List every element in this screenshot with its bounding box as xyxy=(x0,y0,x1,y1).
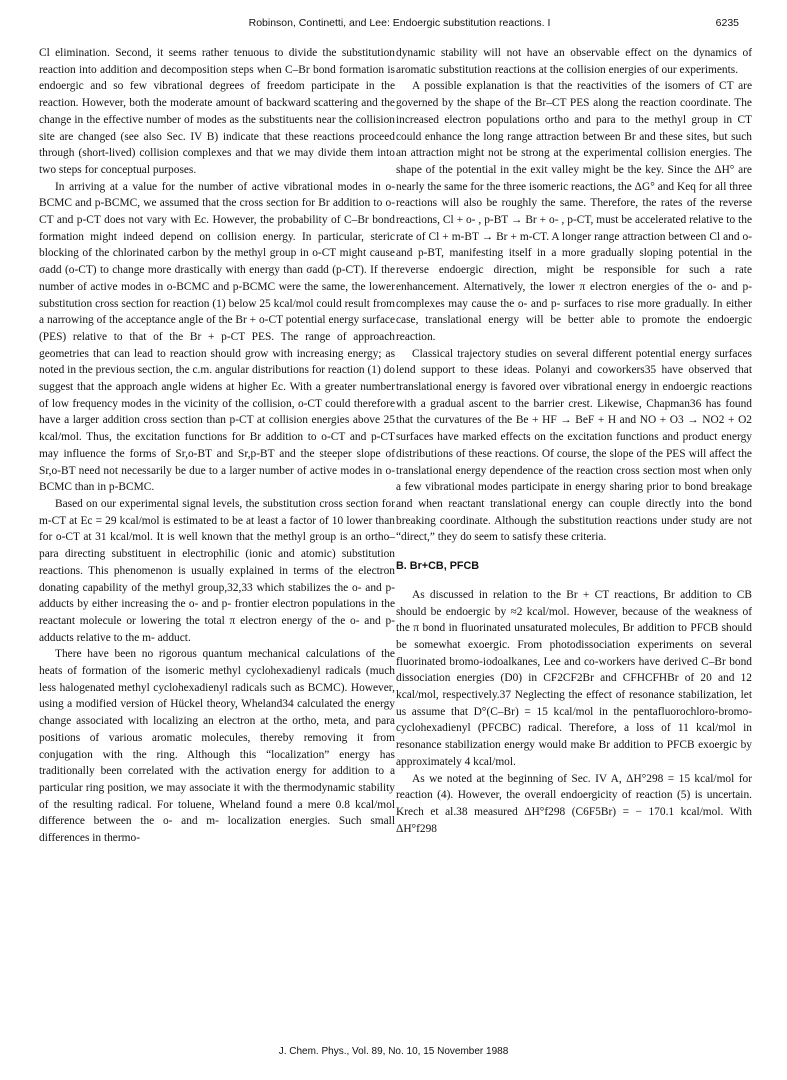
running-header xyxy=(60,17,739,33)
page-number: 6235 xyxy=(715,17,739,29)
running-title: Robinson, Continetti, and Lee: Endoergic substitution reactions. I xyxy=(248,17,551,29)
paragraph: Cl elimination. Second, it seems rather tenuous to divide the substitution reaction into addition and decomposition steps when C–Br bond formation is endoergic and so few vibrational degrees of freedom participate in the reaction. However, both the moderate amount of backward scattering and the change in the effective number of modes as the substituents near the collision site are changed (see also Sec. IV B) indicate that these reactions proceed through (short-lived) collision complexes and that we may divide them into two steps for conceptual purposes. xyxy=(39,47,395,176)
journal-citation: J. Chem. Phys., Vol. 89, No. 10, 15 November 1988 xyxy=(278,1046,509,1057)
paragraph: As we noted at the beginning of Sec. IV A, ΔH°298 = 15 kcal/mol for reaction (4). However, the overall endoergicity of reaction (5) is uncertain. Krech et al.38 measured ΔH°f298 (C6F5Br) = − 170.1 kcal/mol. With ΔH°f298 xyxy=(396,772,752,835)
paragraph: As discussed in relation to the Br + CT reactions, Br addition to CB should be endoergic by ≈2 kcal/mol. However, because of the weakness of the π bond in fluorinated unsaturated molecules, Br addition to PFCB should be somewhat exoergic. From photodissociation experiments on several fluorinated bromo-iodoalkanes, Lee and co-workers have derived C–Br bond dissociation energies (D0) in CF2CF2Br and CFHCFHBr of 20 and 12 kcal/mol, respectively.37 Neglecting the effect of resonance stabilization, let us assume that D°(C–Br) = 15 kcal/mol in the pentafluorochloro-bromo-cyclohexadienyl (PFCBC) radical. Therefore, a loss of 11 kcal/mol in resonance stabilization energy would make Br addition to PFCB exoergic by approximately 4 kcal/mol. xyxy=(396,588,752,768)
paragraph: dynamic stability will not have an observable effect on the dynamics of aromatic substitution reactions at the collision energies of our experiments. xyxy=(396,47,752,76)
paragraph: In arriving at a value for the number of active vibrational modes in o-BCMC and p-BCMC, we assumed that the cross section for Br addition to o-CT and p-CT does not vary with Ec. However, the probability of C–Br bond formation might indeed depend on collision energy. In particular, steric blocking of the chlorinated carbon by the methyl group in o-CT might cause σadd (o-CT) to change more drastically with energy than σadd (p-CT). If the number of active modes in o-BCMC and p-BCMC were the same, the lower substitution cross section for reaction (1) below 25 kcal/mol could result from a narrowing of the acceptance angle of the Br + o-CT potential energy surface (PES) relative to that of the Br + p-CT PES. The range of approach geometries that can lead to reaction should grow with increasing energy; as noted in the previous section, the c.m. angular distributions for reaction (1) do suggest that the approach angle widens at higher Ec. With a greater number of low frequency modes in the vicinity of the collision, o-CT could therefore have a larger addition cross section than p-CT at collision energies above 25 kcal/mol. Thus, the excitation functions for Br addition to o-CT and p-CT may influence the forms of Sr,o-BT and Sr,p-BT and the steeper slope of Sr,o-BT need not necessarily be due to a larger number of active modes in o-BCMC than in p-BCMC. xyxy=(39,180,395,494)
paragraph: There have been no rigorous quantum mechanical calculations of the heats of formation of the isomeric methyl cyclohexadienyl radicals (much less halogenated methyl cyclohexadienyl radicals such as BCMC). However, using a modified version of Hückel theory, Wheland34 calculated the energy change associated with localizing an electron at the ortho, meta, and para positions of various aromatic molecules, thereby removing it from conjugation with the ring. Although this “localization” energy has traditionally been correlated with the activation energy for addition to a particular ring position, we may associate it with the thermodynamic stability of the resulting radical. For toluene, Wheland found a mere 0.8 kcal/mol difference between the o- and m- localization energies. Such small differences in thermo- xyxy=(39,648,395,845)
paragraph: Classical trajectory studies on several different potential energy surfaces lend support to these ideas. Polanyi and coworkers35 have observed that translational energy is favored over vibrational energy in endoergic reactions with a gradual ascent to the barrier crest. Likewise, Chapman36 has found that the curvatures of the Be + HF → BeF + H and NO + O3 → NO2 + O2 surfaces have marked effects on the excitation functions and product energy distributions of these reactions. Of course, the slope of the PES will affect the translational energy dependence of the reaction cross section most when only a few vibrational modes participate in energy sharing prior to bond breakage and when reactant translational energy can couple directly into the bond breaking coordinate. Although the substitution reactions under study are not “direct,” they do seem to satisfy these criteria. xyxy=(396,347,752,544)
section-heading: B. Br+CB, PFCB xyxy=(396,560,480,573)
left-column xyxy=(39,45,395,847)
right-column xyxy=(396,45,752,837)
paragraph: Based on our experimental signal levels, the substitution cross section for m-CT at Ec = 29 kcal/mol is estimated to be at least a factor of 10 lower than for o-CT at 31 kcal/mol. It is well known that the methyl group is an ortho–para directing substituent in electrophilic (ionic and atomic) substitution reactions. This phenomenon is usually explained in terms of the electron donating capability of the methyl group,32,33 which stabilizes the o- and p- adducts by either increasing the o- and p- frontier electron populations in the reactant molecule or lowering the total π electron energy of the o- and p- adducts relative to the m- adduct. xyxy=(39,497,395,644)
paragraph: A possible explanation is that the reactivities of the isomers of CT are governed by the shape of the Br–CT PES along the reaction coordinate. The increased electron populations ortho and para to the methyl group in CT could enhance the long range attraction between Br and these sites, but such an attraction might not be strong at the experimental collision energies. The shape of the potential in the exit valley might be the key. Since the ΔH° are nearly the same for the three isomeric reactions, the ΔG° and Keq for all three reactions will also be roughly the same. Therefore, the rates of the reverse reactions, Cl + o- , p-BT → Br + o- , p-CT, must be accelerated relative to the rate of Cl + m-BT → Br + m-CT. A longer range attraction between Cl and o- and p-BT, manifesting itself in a more gradually sloping potential in the reverse endoergic direction, might be responsible for such a rate enhancement. Alternatively, the lower π electron energies of the o- and p- complexes may cause the o- and p- surfaces to rise more gradually. In either case, translational energy will be better able to promote the endoergic reaction. xyxy=(396,80,752,343)
